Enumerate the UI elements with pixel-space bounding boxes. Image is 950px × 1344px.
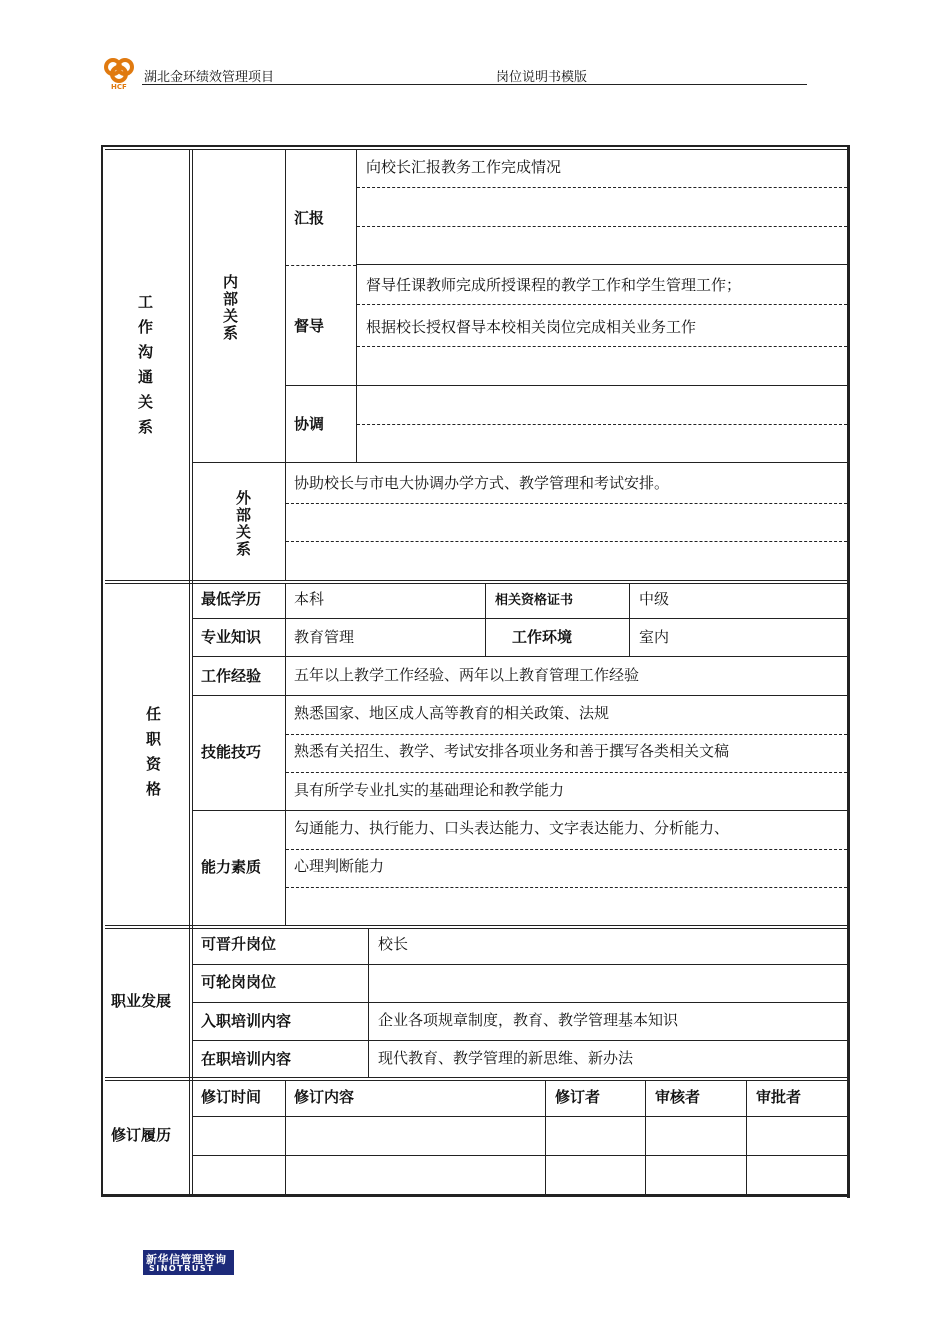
education-label: 最低学历 [201, 590, 262, 608]
internal-relations-label: 内部关系 [221, 274, 239, 342]
career-row-label: 可轮岗岗位 [201, 973, 277, 991]
external-relations-label: 外部关系 [234, 490, 252, 558]
hcf-logo [100, 54, 140, 90]
knowledge-value: 教育管理 [294, 628, 355, 646]
career-row-value: 校长 [378, 935, 409, 953]
revision-column-header: 修订内容 [294, 1088, 355, 1106]
document-type: 岗位说明书模版 [496, 70, 588, 85]
ability-label: 能力素质 [201, 858, 262, 876]
sinotrust-logo [143, 1250, 234, 1275]
career-row-value: 现代教育、教学管理的新思维、新办法 [378, 1049, 634, 1067]
revision-column-header: 审批者 [756, 1088, 802, 1106]
report-line-1: 向校长汇报教务工作完成情况 [366, 158, 562, 176]
certificate-label: 相关资格证书 [495, 593, 574, 608]
environment-value: 室内 [639, 628, 670, 646]
revision-column-header: 修订时间 [201, 1088, 262, 1106]
revision-column-header: 审核者 [655, 1088, 701, 1106]
skills-line-3: 具有所学专业扎实的基础理论和教学能力 [294, 781, 565, 799]
qualification-section-label: 任职资格 [144, 706, 162, 806]
certificate-value: 中级 [639, 590, 670, 608]
header-rule [142, 84, 807, 85]
supervise-label: 督导 [294, 317, 325, 335]
report-label: 汇报 [294, 209, 325, 227]
revision-column-header: 修订者 [555, 1088, 601, 1106]
skills-line-2: 熟悉有关招生、教学、考试安排各项业务和善于撰写各类相关文稿 [294, 742, 730, 760]
environment-label: 工作环境 [512, 628, 573, 646]
sinotrust-logo-cn: 新华信管理咨询 [146, 1253, 227, 1266]
ability-line-1: 勾通能力、执行能力、口头表达能力、文字表达能力、分析能力、 [294, 819, 730, 837]
career-row-value: 企业各项规章制度，教育、教学管理基本知识 [378, 1011, 679, 1029]
skills-line-1: 熟悉国家、地区成人高等教育的相关政策、法规 [294, 704, 610, 722]
career-row-label: 入职培训内容 [201, 1012, 292, 1030]
experience-label: 工作经验 [201, 667, 262, 685]
ability-line-2: 心理判断能力 [294, 857, 385, 875]
supervise-line-1: 督导任课教师完成所授课程的教学工作和学生管理工作； [366, 276, 742, 294]
page-header [100, 54, 807, 90]
external-line-1: 协助校长与市电大协调办学方式、教学管理和考试安排。 [294, 474, 670, 492]
career-section-label: 职业发展 [111, 992, 172, 1010]
project-name: 湖北金环绩效管理项目 [144, 70, 275, 85]
coordinate-label: 协调 [294, 415, 325, 433]
revision-section-label: 修订履历 [111, 1126, 172, 1144]
career-row-label: 可晋升岗位 [201, 935, 277, 953]
communication-section-label: 工作沟通关系 [136, 294, 154, 444]
supervise-line-2: 根据校长授权督导本校相关岗位完成相关业务工作 [366, 318, 697, 336]
knowledge-label: 专业知识 [201, 628, 262, 646]
experience-value: 五年以上教学工作经验、两年以上教育管理工作经验 [294, 666, 640, 684]
career-row-label: 在职培训内容 [201, 1050, 292, 1068]
skills-label: 技能技巧 [201, 743, 262, 761]
svg-text:HCF: HCF [111, 83, 127, 90]
education-value: 本科 [294, 590, 325, 608]
sinotrust-logo-en: SINOTRUST [149, 1264, 215, 1273]
